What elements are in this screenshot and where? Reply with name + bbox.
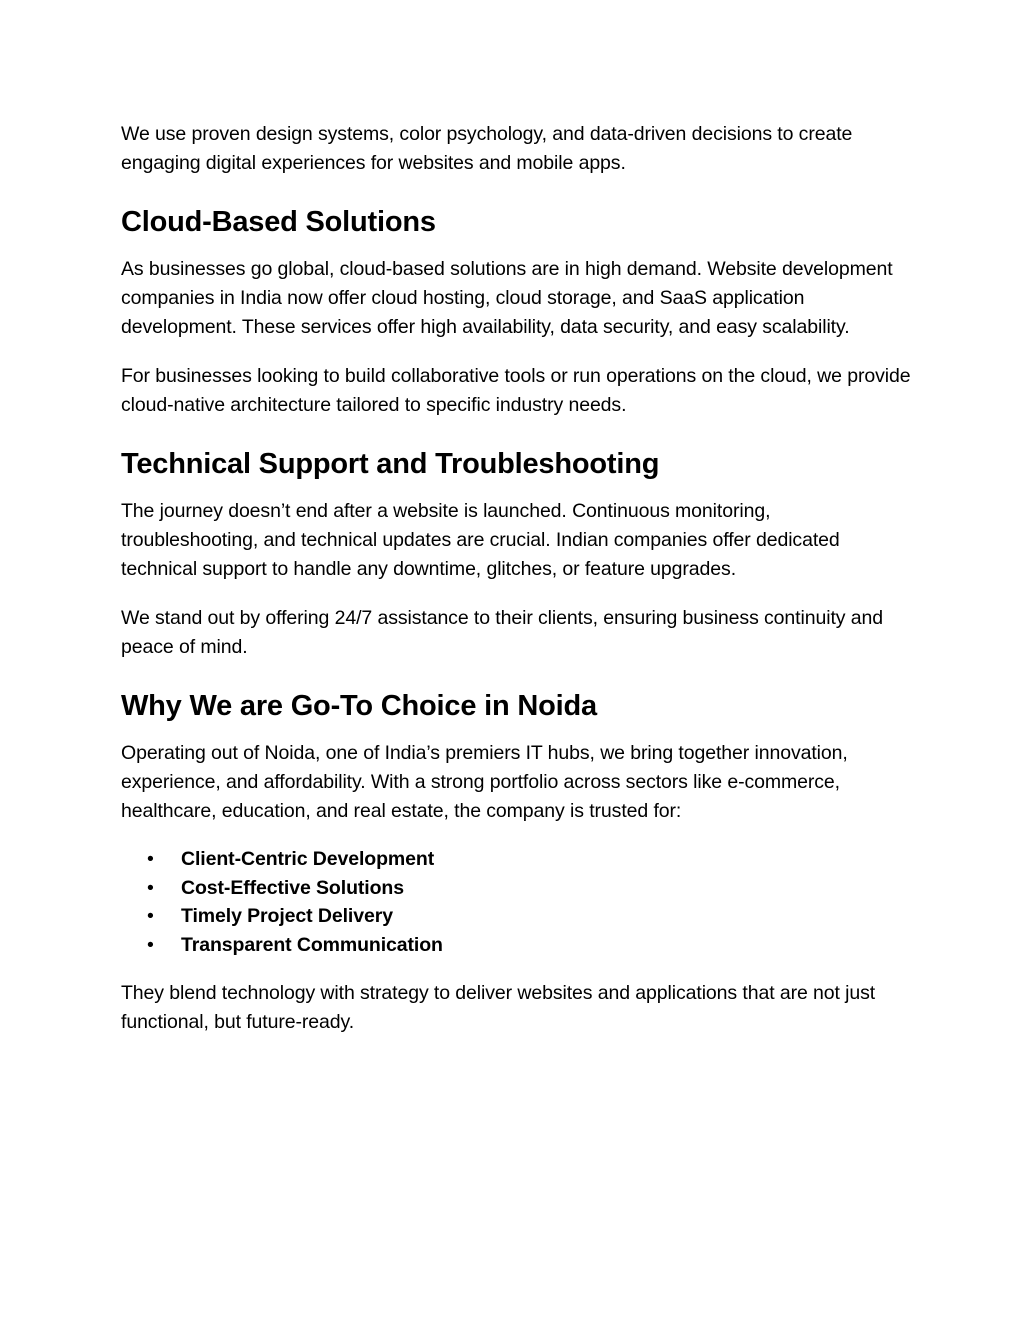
list-item bbox=[121, 874, 911, 903]
noida-heading: Why We are Go-To Choice in Noida bbox=[121, 690, 597, 722]
support-paragraph-1: The journey doesn’t end after a website is launched. Continuous monitoring, troubleshooting, and technical updates are crucial. Indian companies offer dedicated technical support to handle any downtime, glitches, or feature upgrades. bbox=[121, 500, 840, 580]
list-item-label: Client-Centric Development bbox=[181, 848, 435, 870]
list-item bbox=[121, 931, 911, 960]
list-item-label: Cost-Effective Solutions bbox=[181, 876, 404, 899]
cloud-heading: Cloud-Based Solutions bbox=[121, 206, 436, 238]
list-item-label: Timely Project Delivery bbox=[181, 905, 393, 927]
support-paragraph-2: We stand out by offering 24/7 assistance to their clients, ensuring business continuity and peace of mind. bbox=[121, 607, 883, 658]
list-item bbox=[121, 902, 911, 931]
noida-paragraph: Operating out of Noida, one of India’s premiers IT hubs, we bring together innovation, experience, and affordability. With a strong portfolio across sectors like e-commerce, healthcare, education, and real estate, the company is trusted for: bbox=[121, 742, 848, 822]
list-item bbox=[121, 845, 911, 874]
cloud-paragraph-1: As businesses go global, cloud-based solutions are in high demand. Website development companies in India now offer cloud hosting, cloud storage, and SaaS application development. These services offer high availability, data security, and easy scalability. bbox=[121, 258, 893, 338]
support-heading: Technical Support and Troubleshooting bbox=[121, 448, 660, 480]
intro-paragraph: We use proven design systems, color psychology, and data-driven decisions to create engaging digital experiences for websites and mobile apps. bbox=[121, 123, 853, 174]
bullet-icon: • bbox=[147, 933, 154, 956]
bullet-icon: • bbox=[147, 905, 154, 927]
document-page bbox=[121, 120, 911, 1037]
bullet-icon: • bbox=[147, 848, 154, 870]
bullet-icon: • bbox=[147, 876, 154, 899]
closing-paragraph: They blend technology with strategy to deliver websites and applications that are not just functional, but future-ready. bbox=[121, 982, 876, 1033]
cloud-paragraph-2: For businesses looking to build collaborative tools or run operations on the cloud, we provide cloud-native architecture tailored to specific industry needs. bbox=[121, 365, 911, 416]
strengths-list bbox=[121, 845, 911, 959]
list-item-label: Transparent Communication bbox=[181, 933, 443, 956]
